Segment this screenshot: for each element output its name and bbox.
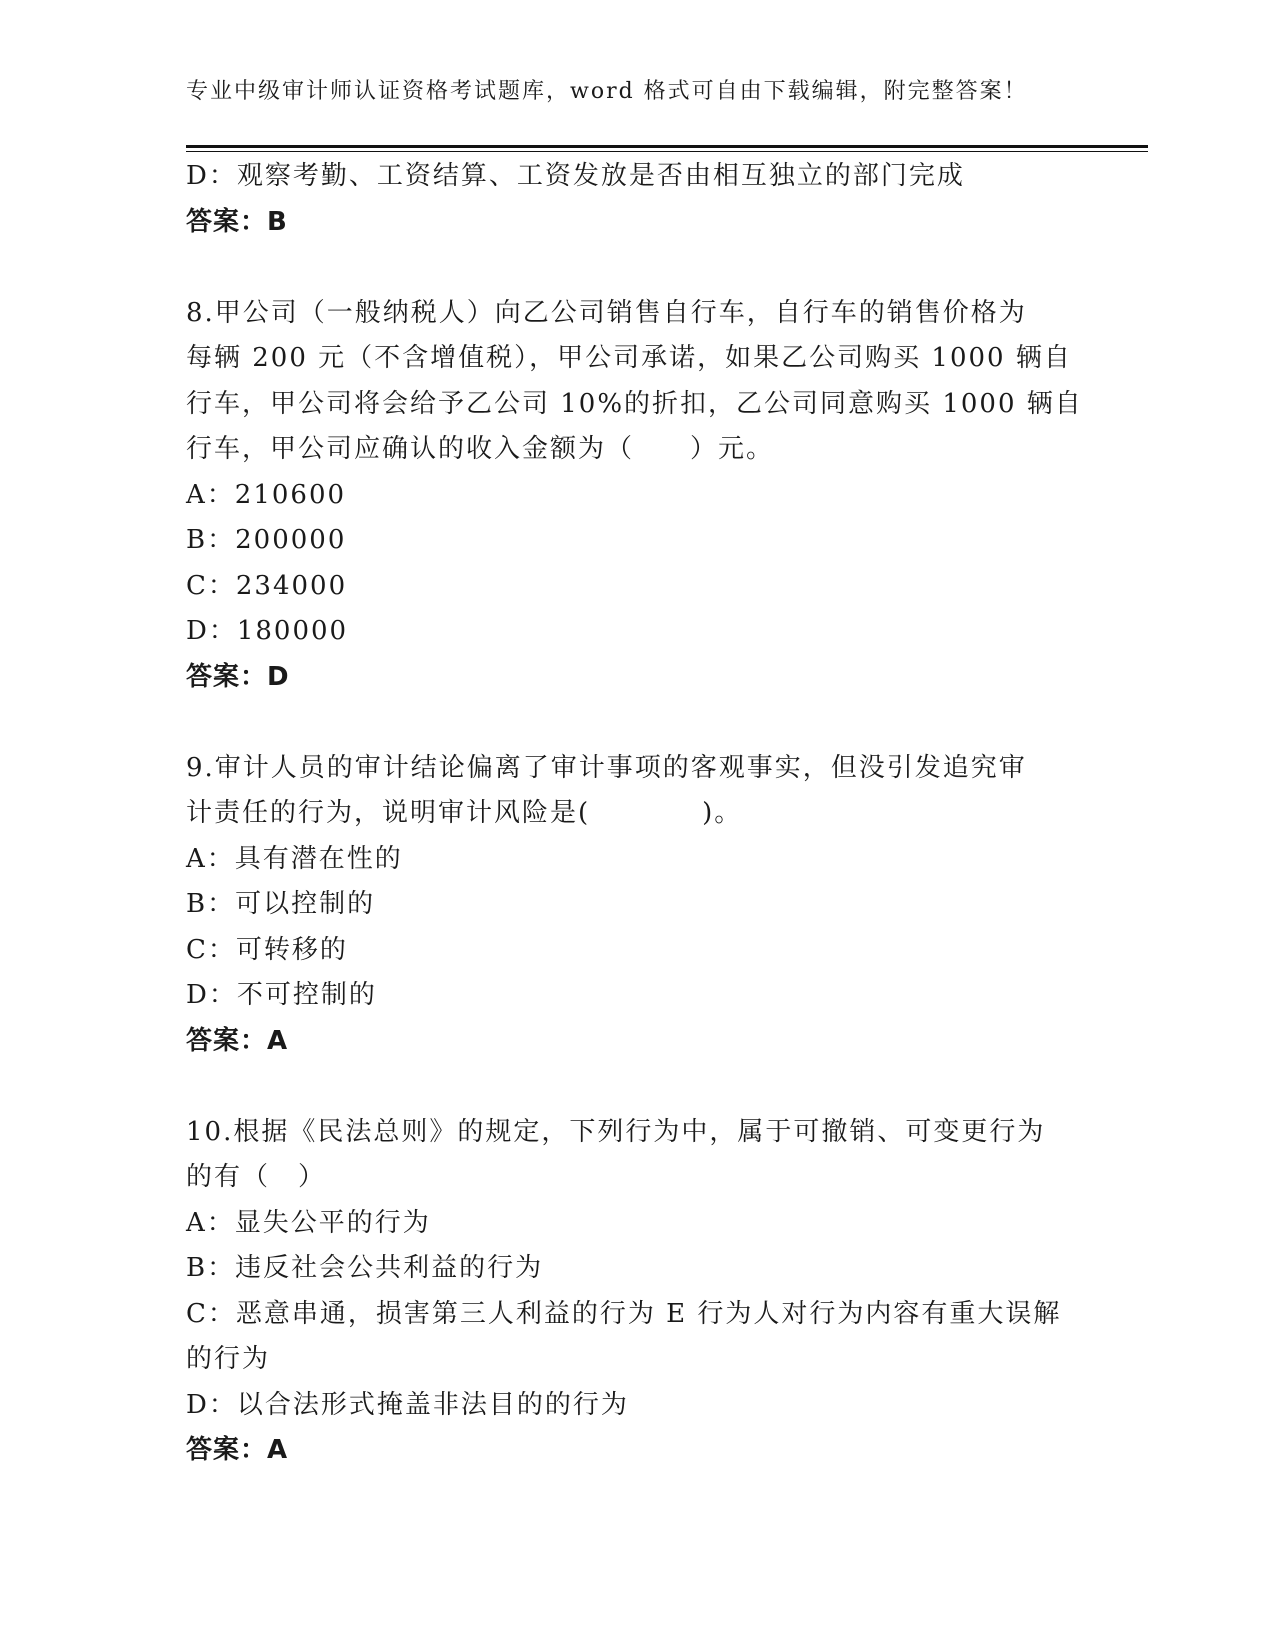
q10-stem-line-1: 10.根据《民法总则》的规定，下列行为中，属于可撤销、可变更行为 [186,1116,1046,1147]
q8-stem-line-2: 每辆 200 元（不含增值税），甲公司承诺，如果乙公司购买 1000 辆自 [186,343,1072,373]
q10-option-a: A：显失公平的行为 [186,1207,431,1238]
document-body [186,154,1086,1474]
q9-option-d: D：不可控制的 [186,980,377,1010]
q9-option-c: C：可转移的 [186,934,348,965]
q9-option-a: A：具有潜在性的 [186,843,403,874]
q8-option-d: D：180000 [186,616,349,646]
q9-answer: 答案：A [186,1025,289,1056]
q8-option-a: A：210600 [186,479,347,510]
spacer [186,700,1086,746]
prev-answer: 答案：B [186,206,288,237]
q8-answer: 答案：D [186,661,290,692]
q10-option-c-line-1: C：恶意串通，损害第三人利益的行为 E 行为人对行为内容有重大误解 [186,1298,1062,1329]
q9-stem-line-1: 9.审计人员的审计结论偏离了审计事项的客观事实，但没引发追究审 [186,752,1027,783]
q8-stem-line-3: 行车，甲公司将会给予乙公司 10%的折扣，乙公司同意购买 1000 辆自 [186,388,1083,419]
question-10 [186,1110,1086,1474]
q10-stem-line-2: 的有（ ） [186,1162,327,1192]
q9-option-b: B：可以控制的 [186,889,376,919]
q9-stem-line-2: 计责任的行为，说明审计风险是( )。 [186,798,743,828]
q10-option-b: B：违反社会公共利益的行为 [186,1253,544,1283]
page-header: 专业中级审计师认证资格考试题库，word 格式可自由下载编辑，附完整答案！ [186,79,1028,104]
header-rule-thick [186,145,1148,148]
q8-stem-line-4: 行车，甲公司应确认的收入金额为（ ）元。 [186,434,775,464]
question-9 [186,746,1086,1065]
q10-answer: 答案：A [186,1435,289,1465]
q8-option-b: B：200000 [186,525,347,555]
q10-option-c-line-2: 的行为 [186,1344,271,1374]
q10-option-d: D：以合法形式掩盖非法目的的行为 [186,1389,629,1420]
question-8 [186,291,1086,701]
header-rule-thin [186,151,1148,152]
spacer [186,1064,1086,1110]
prev-option-d: D：观察考勤、工资结算、工资发放是否由相互独立的部门完成 [186,161,965,191]
spacer [186,245,1086,291]
q8-option-c: C：234000 [186,570,348,601]
q8-stem-line-1: 8.甲公司（一般纳税人）向乙公司销售自行车，自行车的销售价格为 [186,297,1027,328]
